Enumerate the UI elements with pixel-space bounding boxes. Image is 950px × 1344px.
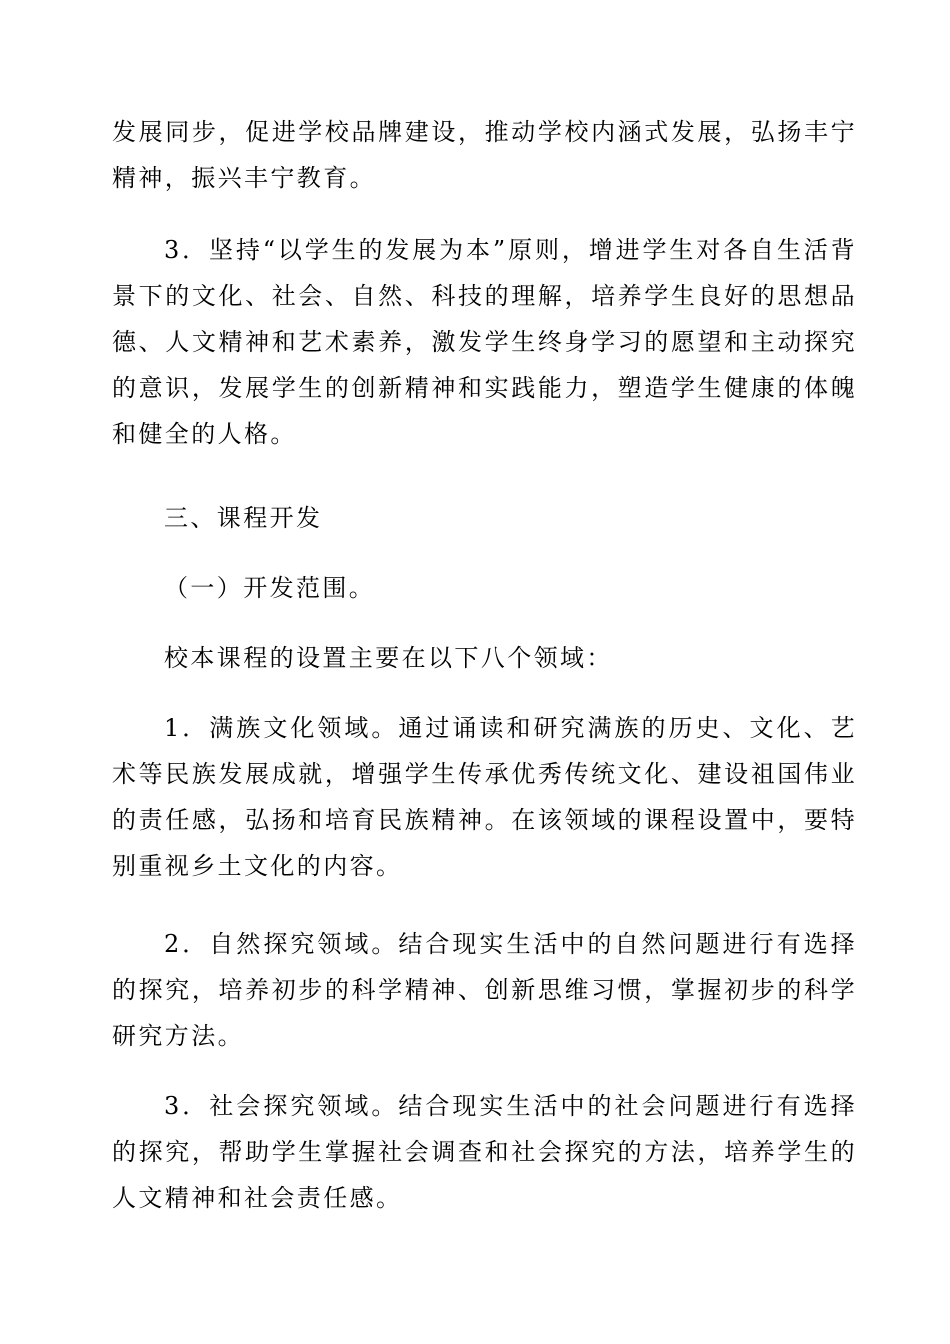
paragraph-domain-1: 1．满族文化领域。通过诵读和研究满族的历史、文化、艺术等民族发展成就，增强学生传承优秀传统文化、建设祖国伟业的责任感，弘扬和培育民族精神。在该领域的课程设置中，要特别重视乡土文化的内容。 — [112, 714, 857, 880]
subsection-heading: （一）开发范围。 — [164, 574, 376, 602]
paragraph-principle-3: 3．坚持“以学生的发展为本”原则，增进学生对各自生活背景下的文化、社会、自然、科技的理解，培养学生良好的思想品德、人文精神和艺术素养，激发学生终身学习的愿望和主动探究的意识，发展学生的创新精神和实践能力，塑造学生健康的体魄和健全的人格。 — [112, 236, 857, 448]
paragraph-domain-2: 2．自然探究领域。结合现实生活中的自然问题进行有选择的探究，培养初步的科学精神、创新思维习惯，掌握初步的科学研究方法。 — [112, 930, 857, 1050]
paragraph-continuation: 发展同步，促进学校品牌建设，推动学校内涵式发展，弘扬丰宁精神，振兴丰宁教育。 — [112, 118, 857, 192]
section-heading: 三、课程开发 — [164, 504, 323, 532]
paragraph-intro: 校本课程的设置主要在以下八个领域： — [164, 644, 613, 672]
paragraph-domain-3: 3．社会探究领域。结合现实生活中的社会问题进行有选择的探究，帮助学生掌握社会调查和社会探究的方法，培养学生的人文精神和社会责任感。 — [112, 1092, 857, 1212]
